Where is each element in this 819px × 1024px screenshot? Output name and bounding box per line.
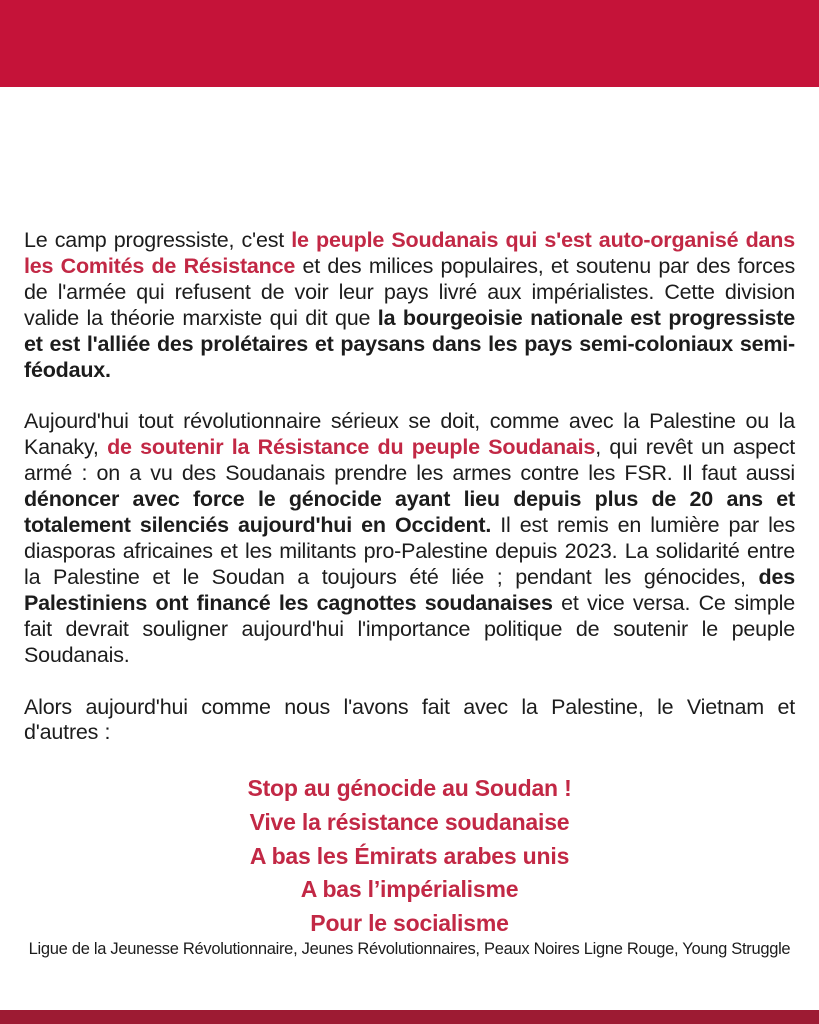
bottom-red-banner: [0, 1010, 819, 1024]
leaflet-body: [0, 87, 819, 940]
bold-text: des Palestiniens ont financé les cagnottes soudanaises: [24, 564, 795, 615]
highlight-red-text: le peuple Soudanais qui s'est auto-organisé dans les Comités de Résistance: [24, 228, 795, 278]
slogan-block: [24, 772, 795, 940]
text-segment: Il est remis en lumière par les diasporas africaines et les militants pro-Palestine depuis 2023. La solidarité entre la Palestine et le Soudan a toujours été liée ; pendant les génocides,: [24, 513, 795, 589]
slogan-line: A bas l’impérialisme: [300, 876, 519, 903]
paragraph-call-to-action: [24, 695, 795, 747]
paragraph-progressive-camp: [24, 228, 795, 383]
slogan-line: Stop au génocide au Soudan !: [247, 775, 572, 802]
paragraph-solidarity: [24, 409, 795, 668]
slogan-line: Pour le socialisme: [310, 909, 509, 936]
slogan-line: Vive la résistance soudanaise: [249, 808, 570, 835]
bold-text: la bourgeoisie nationale est progressiste et est l'alliée des prolétaires et paysans dans les pays semi-coloniaux semi-féodaux.: [24, 305, 795, 382]
text-segment: et des milices populaires, et soutenu par des forces de l'armée qui refusent de voir leur pays livré aux impérialistes. Cette division valide la théorie marxiste qui dit que: [24, 253, 796, 330]
text-segment: Aujourd'hui tout révolutionnaire sérieux se doit, comme avec la Palestine ou la Kanaky,: [24, 409, 795, 460]
highlight-red-text: de soutenir la Résistance du peuple Soudanais: [107, 435, 596, 460]
text-segment: et vice versa. Ce simple fait devrait souligner aujourd'hui l'importance politique de soutenir le peuple Soudanais.: [24, 590, 795, 667]
footer-credits: Ligue de la Jeunesse Révolutionnaire, Jeunes Révolutionnaires, Peaux Noires Ligne Rouge, Young Struggle: [28, 940, 791, 958]
text-segment: , qui revêt un aspect armé : on a vu des Soudanais prendre les armes contre les FSR. Il faut aussi: [24, 435, 796, 486]
slogan-line: A bas les Émirats arabes unis: [249, 842, 570, 869]
top-red-banner: [0, 0, 819, 87]
bold-text: dénoncer avec force le génocide ayant lieu depuis plus de 20 ans et totalement silenciés aujourd'hui en Occident.: [24, 487, 795, 538]
text-segment: Alors aujourd'hui comme nous l'avons fait avec la Palestine, le Vietnam et d'autres :: [24, 694, 795, 745]
text-segment: Le camp progressiste, c'est: [24, 228, 292, 252]
